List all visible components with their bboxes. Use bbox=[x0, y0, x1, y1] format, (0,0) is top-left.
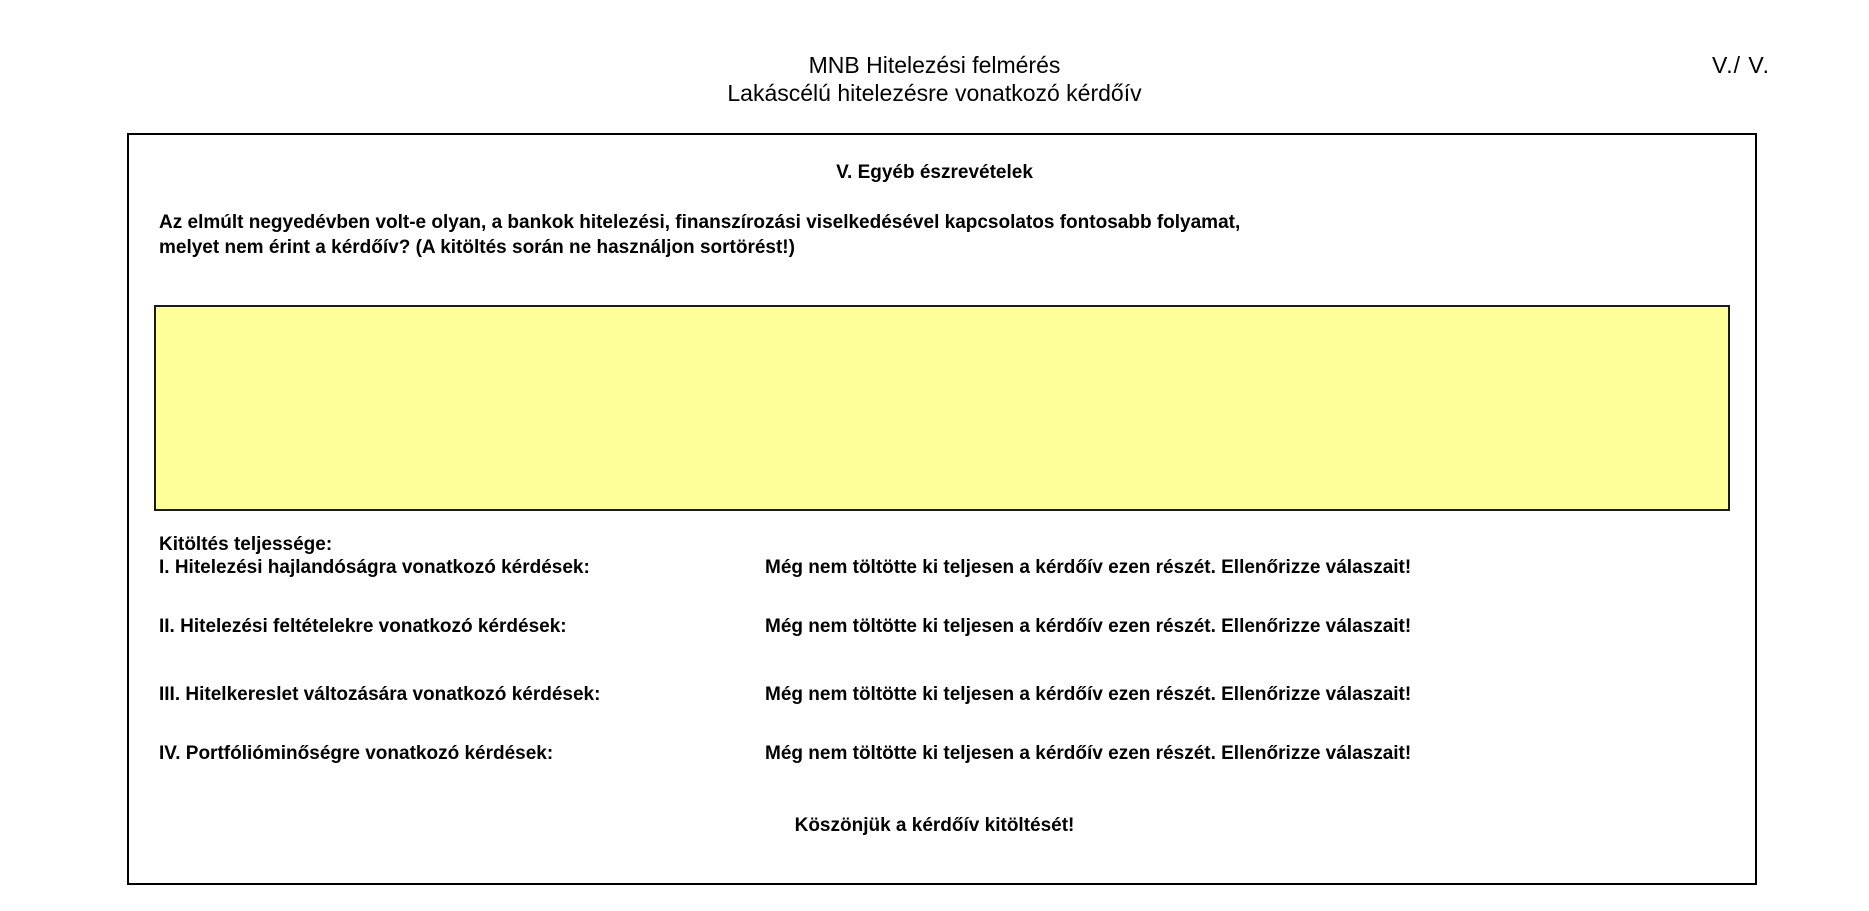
section-ii-label: II. Hitelezési feltételekre vonatkozó kérdések: bbox=[159, 616, 567, 637]
question-line-2: melyet nem érint a kérdőív? (A kitöltés során ne használjon sortörést!) bbox=[159, 237, 795, 258]
section-i-label: I. Hitelezési hajlandóságra vonatkozó kérdések: bbox=[159, 557, 590, 578]
section-ii-status: Még nem töltötte ki teljesen a kérdőív ezen részét. Ellenőrizze válaszait! bbox=[765, 616, 1412, 637]
survey-subtitle: Lakáscélú hitelezésre vonatkozó kérdőív bbox=[727, 80, 1142, 106]
completeness-label: Kitöltés teljessége: bbox=[159, 534, 333, 555]
section-iii-status: Még nem töltötte ki teljesen a kérdőív ezen részét. Ellenőrizze válaszait! bbox=[765, 684, 1412, 705]
question-line-1: Az elmúlt negyedévben volt-e olyan, a bankok hitelezési, finanszírozási viselkedésével kapcsolatos fontosabb folyamat, bbox=[159, 212, 1241, 233]
section-title: V. Egyéb észrevételek bbox=[836, 162, 1033, 183]
section-iv-status: Még nem töltötte ki teljesen a kérdőív ezen részét. Ellenőrizze válaszait! bbox=[765, 743, 1412, 764]
thank-you-message: Köszönjük a kérdőív kitöltését! bbox=[794, 815, 1075, 836]
section-iii-label: III. Hitelkereslet változására vonatkozó kérdések: bbox=[159, 684, 601, 705]
section-iv-label: IV. Portfólióminőségre vonatkozó kérdések: bbox=[159, 743, 554, 764]
other-observations-input[interactable] bbox=[154, 305, 1730, 511]
section-i-status: Még nem töltötte ki teljesen a kérdőív ezen részét. Ellenőrizze válaszait! bbox=[765, 557, 1412, 578]
question-text bbox=[159, 210, 1240, 260]
survey-title: MNB Hitelezési felmérés bbox=[808, 52, 1061, 78]
page-marker: V./ V. bbox=[1712, 52, 1771, 78]
